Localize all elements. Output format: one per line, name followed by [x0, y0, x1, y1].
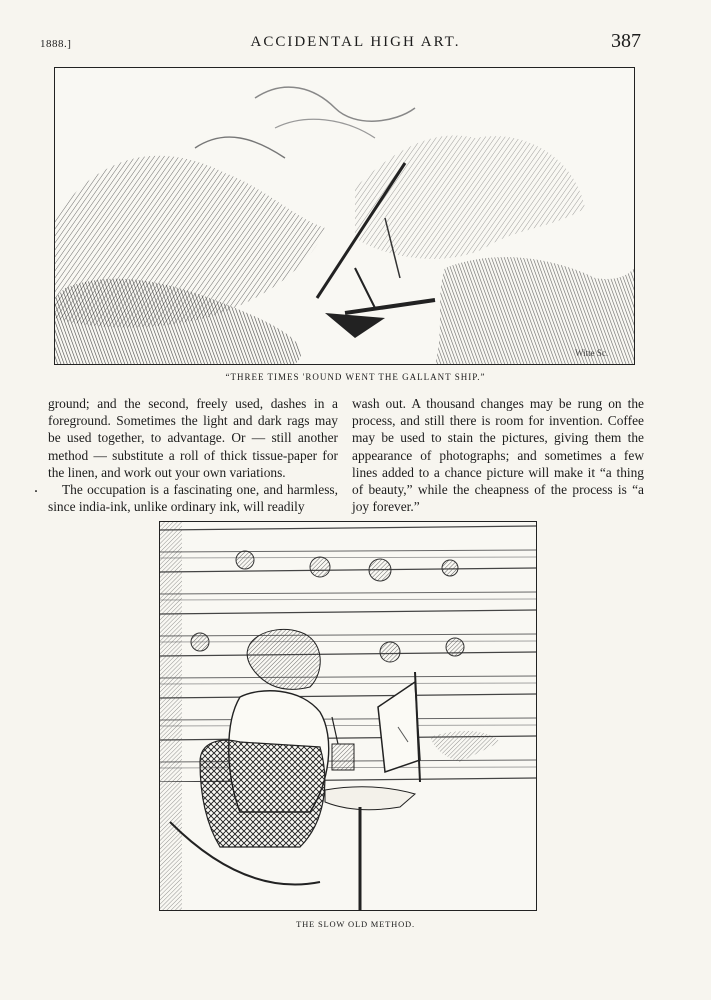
- ship-caption: “THREE TIMES 'ROUND WENT THE GALLANT SHIP.”: [225, 372, 486, 382]
- header-year: 1888.]: [40, 38, 72, 50]
- left-paragraph-2: The occupation is a fascinating one, and harmless, since india-ink, unlike ordinary ink, will readily: [48, 482, 338, 515]
- engraver-signature: Witte Sc.: [575, 348, 609, 358]
- header-title: ACCIDENTAL HIGH ART.: [250, 34, 461, 50]
- page-number: 387: [611, 30, 641, 52]
- right-column: [352, 395, 644, 515]
- ship-engraving-art: [55, 68, 634, 364]
- ship-engraving: [54, 67, 635, 365]
- margin-mark: .: [34, 479, 38, 496]
- right-paragraph-1: wash out. A thousand changes may be rung on the process, and still there is room for invention. Coffee may be used to stain the pictures, giving them the appearance of photographs; and sometimes a few lines added to a chance picture will make it “a thing of beauty,” while the cheapness of the process is “a joy forever.”: [352, 396, 644, 515]
- child-painting-art: [160, 522, 536, 910]
- child-caption: THE SLOW OLD METHOD.: [296, 919, 415, 929]
- left-paragraph-1: ground; and the second, freely used, dashes in a foreground. Sometimes the light and dark rags may be used together, to advantage. Or — still another method — substitute a roll of thick tissue-paper for the linen, and work out your own variations.: [48, 396, 338, 480]
- child-painting-engraving: [159, 521, 537, 911]
- left-column: [48, 395, 338, 515]
- running-header: [0, 30, 711, 54]
